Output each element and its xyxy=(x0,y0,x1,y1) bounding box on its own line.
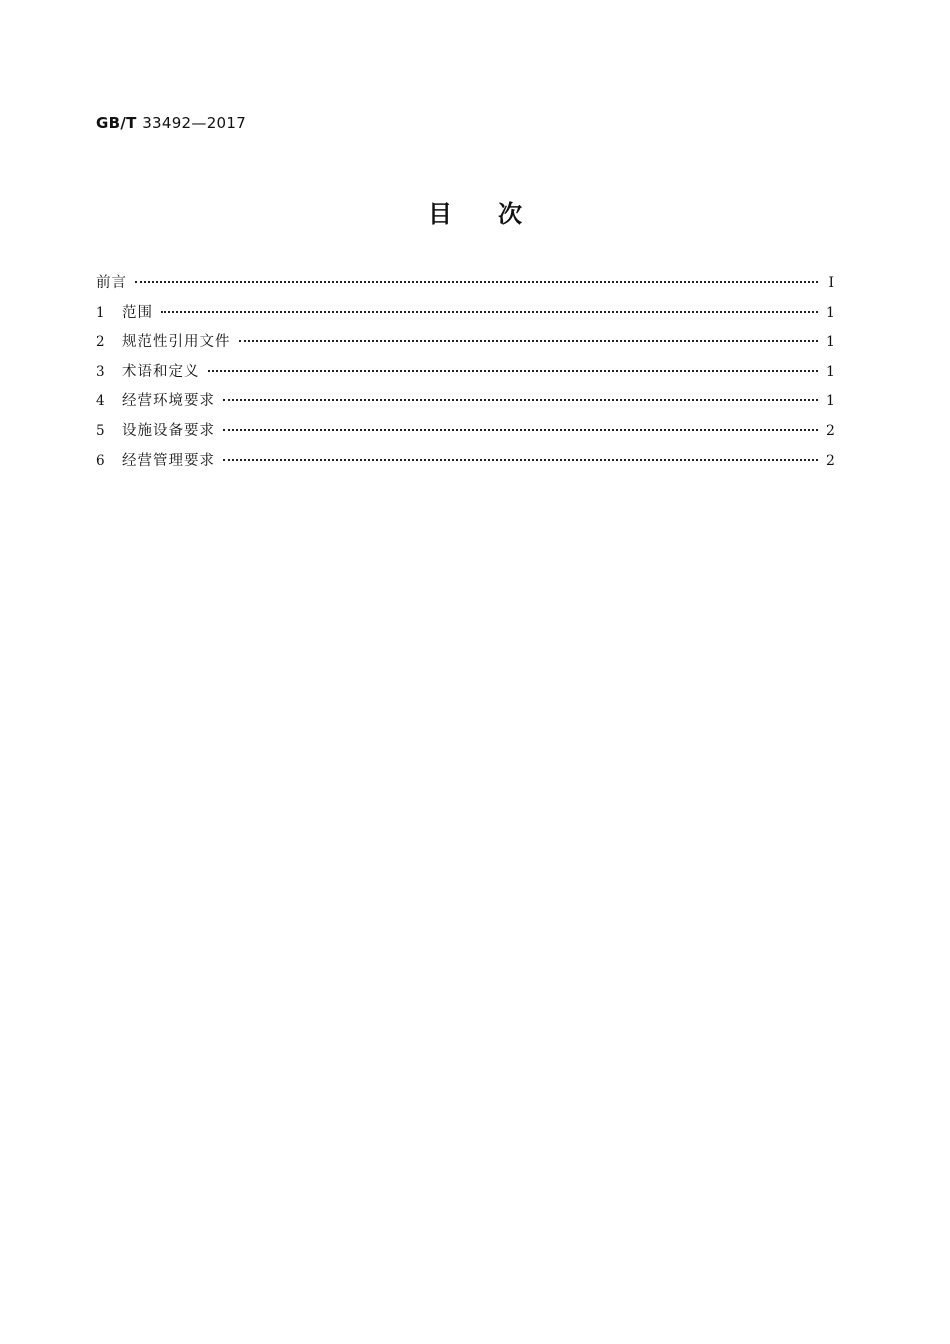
toc-entry-number: 2 xyxy=(96,334,105,351)
standard-prefix: GB/T xyxy=(96,114,137,132)
toc-entry-page: 1 xyxy=(826,304,835,321)
toc-entry-page: 1 xyxy=(826,334,835,351)
toc-entry-number: 4 xyxy=(96,393,105,410)
toc-entry-label: 规范性引用文件 xyxy=(122,334,231,351)
toc-entry-2[interactable] xyxy=(96,330,834,360)
page-title: 目次 xyxy=(428,200,568,228)
table-of-contents xyxy=(96,271,834,478)
standard-code xyxy=(96,114,246,132)
toc-entry-number: 1 xyxy=(96,304,105,321)
toc-entry-label: 经营环境要求 xyxy=(122,393,215,410)
toc-entry-label: 术语和定义 xyxy=(122,363,200,380)
toc-entry-6[interactable] xyxy=(96,449,834,479)
toc-entry-3[interactable] xyxy=(96,360,834,390)
standard-number: 33492—2017 xyxy=(142,114,247,132)
toc-entry-label: 前言 xyxy=(96,275,127,291)
toc-leader-dots xyxy=(208,370,819,372)
toc-leader-dots xyxy=(161,311,818,313)
toc-entry-5[interactable] xyxy=(96,419,834,449)
toc-entry-page: Ⅰ xyxy=(828,275,834,291)
toc-entry-page: 2 xyxy=(826,452,835,469)
toc-entry-1[interactable] xyxy=(96,301,834,331)
toc-leader-dots xyxy=(135,281,818,283)
toc-leader-dots xyxy=(223,459,818,461)
toc-leader-dots xyxy=(223,399,818,401)
toc-entry-foreword[interactable] xyxy=(96,271,834,301)
toc-entry-label: 范围 xyxy=(122,304,153,321)
toc-entry-number: 3 xyxy=(96,363,105,380)
toc-leader-dots xyxy=(239,340,819,342)
toc-entry-page: 1 xyxy=(826,363,835,380)
toc-entry-page: 2 xyxy=(826,422,835,439)
toc-entry-label: 设施设备要求 xyxy=(122,422,215,439)
toc-leader-dots xyxy=(223,429,818,431)
toc-entry-4[interactable] xyxy=(96,389,834,419)
toc-entry-number: 6 xyxy=(96,452,105,469)
toc-entry-page: 1 xyxy=(826,393,835,410)
toc-entry-label: 经营管理要求 xyxy=(122,452,215,469)
toc-entry-number: 5 xyxy=(96,422,105,439)
